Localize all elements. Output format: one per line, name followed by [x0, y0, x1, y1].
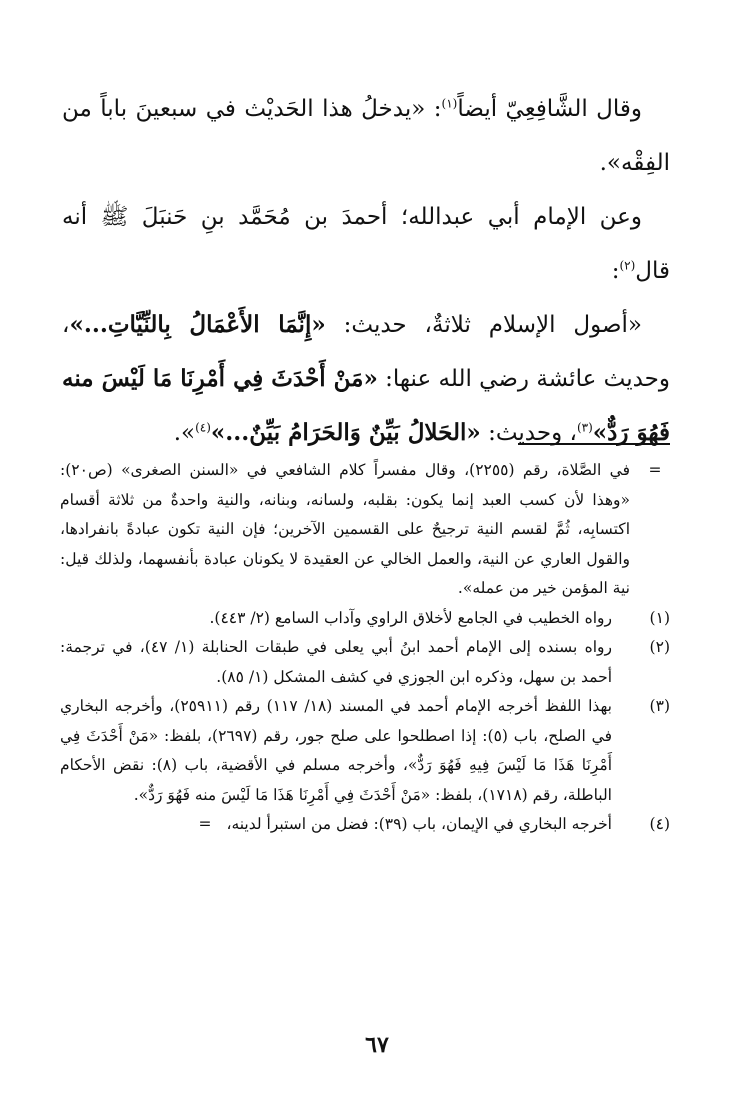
paragraph-shafii-quote: وقال الشَّافِعِيّ أيضاً$^{(١)}$: «يدخلُ هذا الحَديْث في سبعينَ باباً من الفِقْه». [62, 96, 670, 176]
footnote-text: رواه بسنده إلى الإمام أحمد ابنُ أبي يعلى في طبقات الحنابلة (١/ ٤٧)، في ترجمة: أحمد بن سهل، وذكره ابن الجوزي في كشف المشكل (١/ ٨٥). [60, 638, 612, 686]
footnote-text: أخرجه البخاري في الإيمان، باب (٣٩): فضل من استبرأ لدينه، [226, 815, 612, 833]
footnote-ref-2[interactable]: (٢) [619, 258, 636, 273]
footnote-2 [60, 633, 670, 692]
footnote-1 [60, 604, 670, 634]
footnotes [60, 456, 670, 840]
main-text [62, 82, 670, 460]
footnote-number: (١) [649, 608, 670, 627]
footnote-number: (٢) [649, 638, 670, 656]
hadith-niyyat: «إِنَّمَا الأَعْمَالُ بِالنِّيَّاتِ...» [69, 311, 326, 338]
footnote-number: (٣) [649, 697, 670, 715]
page-number: ٦٧ [365, 1032, 389, 1058]
continuation-mark: = [198, 815, 212, 833]
footnote-ref-3[interactable]: (٣) [576, 420, 593, 435]
footnote-number: = [648, 461, 662, 479]
footnote-continuation [60, 456, 670, 604]
hadith-ahdatha: «مَنْ أَحْدَثَ فِي أَمْرِنَا مَا لَيْسَ منه فَهُوَ رَدٌّ» [62, 365, 670, 446]
footnote-4 [60, 810, 670, 840]
paragraph-usul-islam: «أصول الإسلام ثلاثةٌ، حديث: «إِنَّمَا الأَعْمَالُ بِالنِّيَّاتِ...»، وحديث عائشة رضي الله عنها: «مَنْ أَحْدَثَ فِي أَمْرِنَا مَا لَيْسَ منه فَهُوَ رَدٌّ»$^{(٣)}$، وحديث: «الحَلالُ بَيِّنٌ وَالحَرَامُ بَيِّنٌ...»$^{(٤)}$». [62, 311, 671, 446]
paragraph-ahmad-quote: وعن الإمام أبي عبدالله؛ أحمدَ بن مُحَمَّد بنِ حَنبَلَ ﷺ أنه قال$^{(٢)}$: [62, 204, 670, 284]
footnote-text: رواه الخطيب في الجامع لأخلاق الراوي وآداب السامع (٢/ ٤٤٣). [209, 608, 612, 627]
footnote-text: في الصَّلاة، رقم (٢٢٥٥)، وقال مفسراً كلام الشافعي في «السنن الصغرى» (ص٢٠): «وهذا لأن كسب العبد إنما يكون: بقلبه، ولسانه، وبنانه، والنية واحدةٌ من ثلاثة أقسام اكتسابِه، ثُمَّ لقسم النية ترجيحٌ على القسمين الآخرين؛ فإن النية تكون عبادةً بانفرادها، والقول العاري عن النية، والعمل الخالي عن العقيدة لا يكونان عبادة بأنفسهما، ولذلك قيل: نية المؤمن خير من عمله». [60, 461, 630, 597]
footnote-ref-1[interactable]: (١) [441, 96, 458, 111]
footnote-number: (٤) [649, 815, 670, 833]
footnote-ref-4[interactable]: (٤) [195, 420, 211, 435]
footnote-text: بهذا اللفظ أخرجه الإمام أحمد في المسند (١٨/ ١١٧) رقم (٢٥٩١١)، وأخرجه البخاري في الصلح، باب (٥): إذا اصطلحوا على صلح جور، رقم (٢٦٩٧)، بلفظ: «مَنْ أَحْدَثَ فِي أَمْرِنَا هَذَا مَا لَيْسَ فِيهِ فَهُوَ رَدٌّ»، وأخرجه مسلم في الأقضية، باب (٨): نقض الأحكام الباطلة، رقم (١٧١٨)، بلفظ: «مَنْ أَحْدَثَ فِي أَمْرِنَا هَذَا مَا لَيْسَ منه فَهُوَ رَدٌّ». [60, 697, 612, 804]
footnote-3 [60, 692, 670, 810]
hadith-halal: «الحَلالُ بَيِّنٌ وَالحَرَامُ بَيِّنٌ...» [210, 419, 481, 446]
footnote-separator [518, 443, 670, 445]
